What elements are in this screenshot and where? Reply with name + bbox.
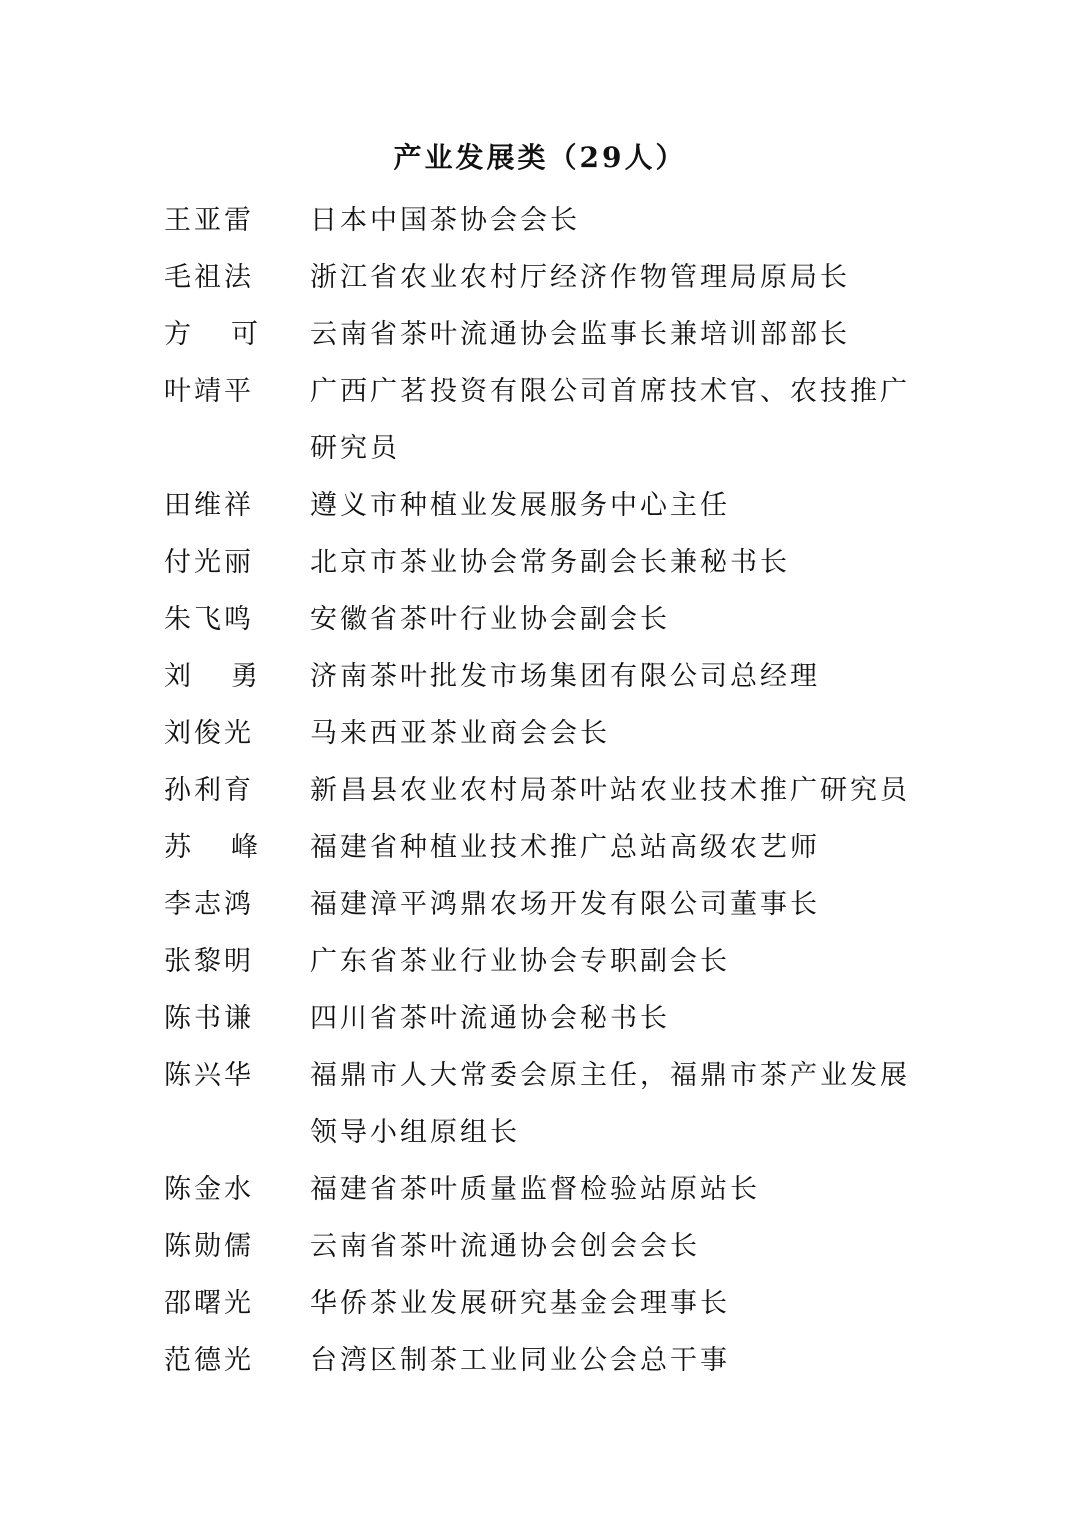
member-role: 华侨茶业发展研究基金会理事长 <box>310 1288 730 1319</box>
member-row <box>164 762 924 819</box>
member-row <box>164 192 924 249</box>
member-name: 范德光 <box>164 1345 254 1376</box>
member-name: 孙利育 <box>164 775 254 806</box>
member-name: 刘勇 <box>164 661 298 692</box>
member-row <box>164 648 924 705</box>
member-name: 苏峰 <box>164 832 298 863</box>
member-role: 北京市茶业协会常务副会长兼秘书长 <box>310 547 790 578</box>
member-role: 福鼎市人大常委会原主任，福鼎市茶产业发展领导小组原组长 <box>310 1060 910 1148</box>
member-name: 田维祥 <box>164 490 254 521</box>
member-row <box>164 1275 924 1332</box>
member-role: 广东省茶业行业协会专职副会长 <box>310 946 730 977</box>
page-title: 产业发展类（29人） <box>393 141 687 174</box>
member-role: 浙江省农业农村厅经济作物管理局原局长 <box>310 262 850 293</box>
member-role: 遵义市种植业发展服务中心主任 <box>310 490 730 521</box>
member-name: 叶靖平 <box>164 376 254 407</box>
member-role: 新昌县农业农村局茶叶站农业技术推广研究员 <box>310 775 910 806</box>
member-name: 刘俊光 <box>164 718 254 749</box>
member-role: 云南省茶叶流通协会创会会长 <box>310 1231 700 1262</box>
member-role: 福建省茶叶质量监督检验站原站长 <box>310 1174 760 1205</box>
member-row <box>164 876 924 933</box>
member-row <box>164 591 924 648</box>
member-name: 陈金水 <box>164 1174 254 1205</box>
member-name: 邵曙光 <box>164 1288 254 1319</box>
member-name: 朱飞鸣 <box>164 604 254 635</box>
member-row <box>164 477 924 534</box>
member-list <box>164 192 924 1389</box>
member-name: 毛祖法 <box>164 262 254 293</box>
member-role: 济南茶叶批发市场集团有限公司总经理 <box>310 661 820 692</box>
member-name: 陈书谦 <box>164 1003 254 1034</box>
member-name: 方可 <box>164 319 298 350</box>
member-role: 日本中国茶协会会长 <box>310 205 580 236</box>
member-row <box>164 933 924 990</box>
member-row <box>164 1218 924 1275</box>
member-name: 付光丽 <box>164 547 254 578</box>
member-row <box>164 1161 924 1218</box>
member-row <box>164 990 924 1047</box>
member-name: 李志鸿 <box>164 889 254 920</box>
member-role: 台湾区制茶工业同业公会总干事 <box>310 1345 730 1376</box>
member-role: 四川省茶叶流通协会秘书长 <box>310 1003 670 1034</box>
member-role: 福建漳平鸿鼎农场开发有限公司董事长 <box>310 889 820 920</box>
member-name: 王亚雷 <box>164 205 254 236</box>
member-row <box>164 249 924 306</box>
member-row <box>164 705 924 762</box>
member-name: 张黎明 <box>164 946 254 977</box>
member-row <box>164 1332 924 1389</box>
member-row <box>164 306 924 363</box>
member-role: 广西广茗投资有限公司首席技术官、农技推广研究员 <box>310 376 910 464</box>
member-row <box>164 534 924 591</box>
member-role: 安徽省茶叶行业协会副会长 <box>310 604 670 635</box>
member-name: 陈勋儒 <box>164 1231 254 1262</box>
member-row <box>164 1047 924 1161</box>
member-role: 马来西亚茶业商会会长 <box>310 718 610 749</box>
member-row <box>164 819 924 876</box>
member-role: 云南省茶叶流通协会监事长兼培训部部长 <box>310 319 850 350</box>
member-row <box>164 363 924 477</box>
member-role: 福建省种植业技术推广总站高级农艺师 <box>310 832 820 863</box>
member-name: 陈兴华 <box>164 1060 254 1091</box>
